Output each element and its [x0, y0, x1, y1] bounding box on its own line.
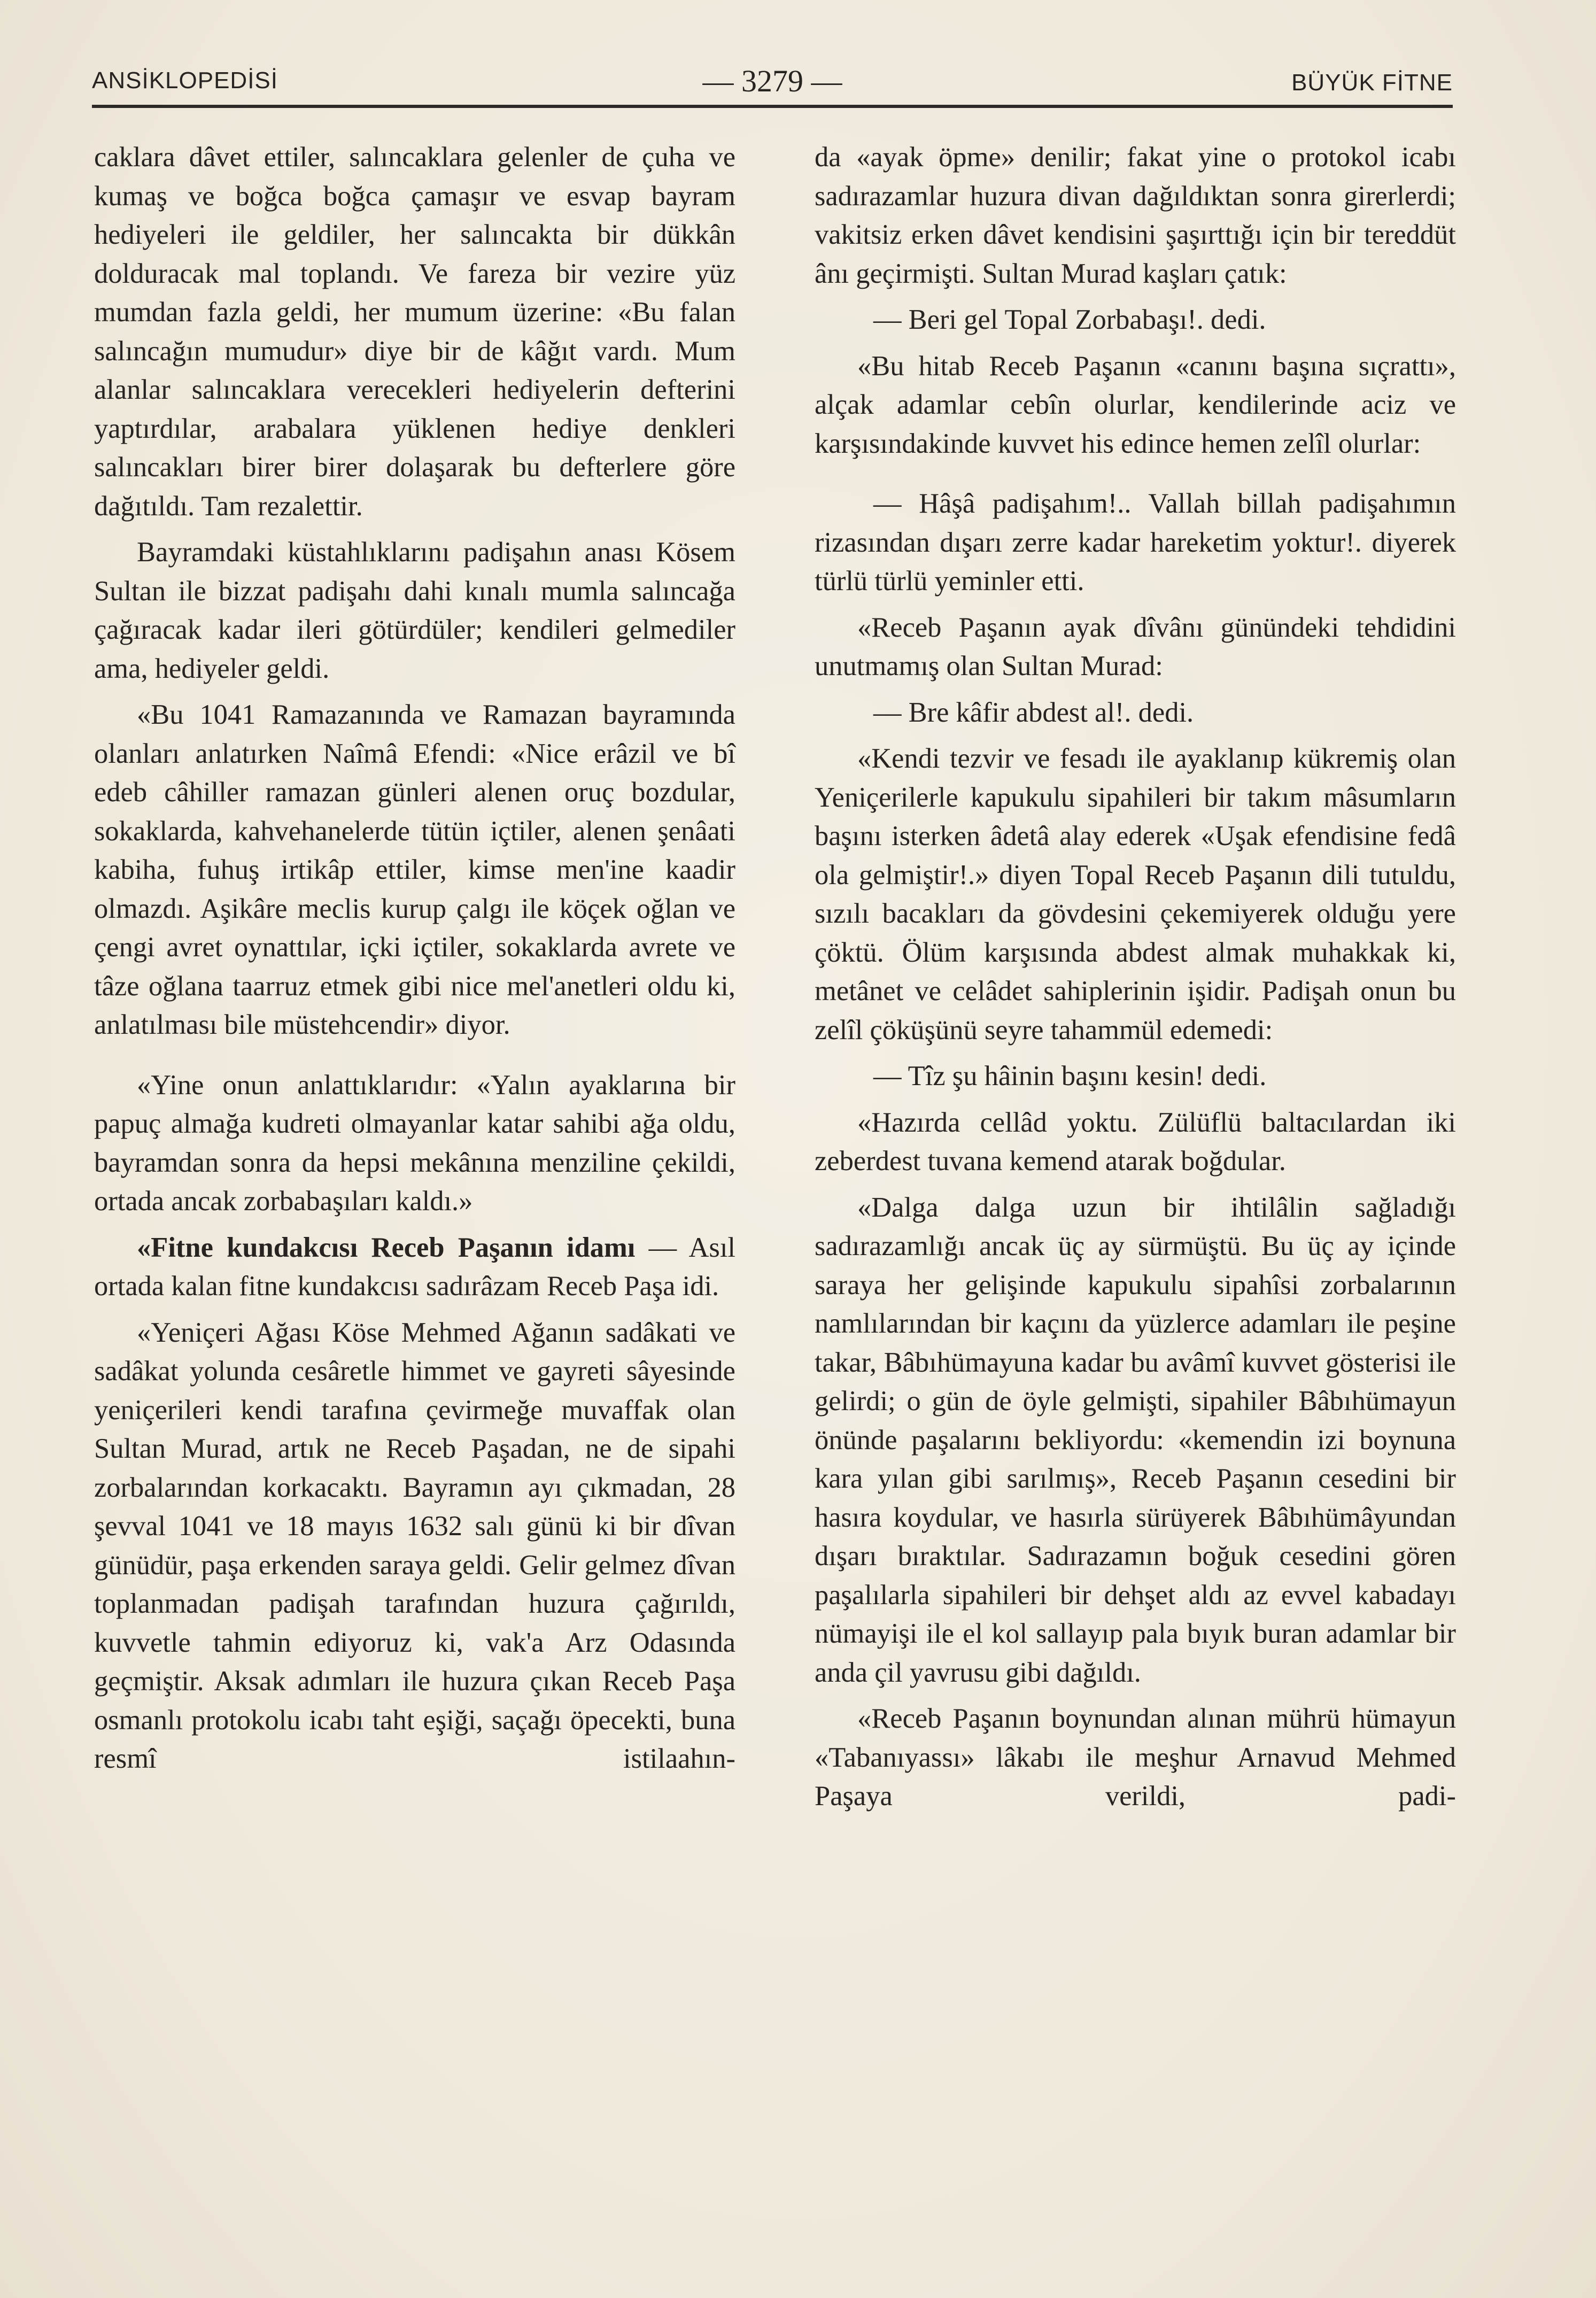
paragraph: «Receb Paşanın boynundan alınan mührü hümayun «Tabanıyassı» lâkabı ile meşhur Arnavud Mehmed Paşaya verildi, padi- [815, 1703, 1456, 1812]
paragraph: da «ayak öpme» denilir; fakat yine o protokol icabı sadırazamlar huzura divan dağıldıktan sonra girerlerdi; vakitsiz erken dâvet kendisini şaşırttığı için bir tereddüt ânı geçirmişti. Sultan Murad kaşları çatık: [815, 142, 1456, 289]
left-column [94, 138, 735, 1786]
header-left-title: ANSİKLOPEDİSİ [92, 67, 278, 94]
paragraph: «Yeniçeri Ağası Köse Mehmed Ağanın sadâkati ve sadâkat yolunda cesâretle himmet ve gayreti sâyesinde yeniçerileri kendi tarafına çevirmeğe muvaffak olan Sultan Murad, artık ne Receb Paşadan, ne de sipahi zorbalarından korkacaktı. Bayramın ayı çıkmadan, 28 şevval 1041 ve 18 mayıs 1632 salı günü ki bir dîvan günüdür, paşa erkenden saraya geldi. Gelir gelmez dîvan toplanmadan padişah tarafından huzura çağırıldı, kuvvetle tahmin ediyoruz ki, vak'a Arz Odasında geçmiştir. Aksak adımları ile huzura çıkan Receb Paşa osmanlı protokolu icabı taht eşiği, saçağı öpecekti, buna resmî istilaahın- [94, 1317, 735, 1774]
paragraph: «Receb Paşanın ayak dîvânı günündeki tehdidini unutmamış olan Sultan Murad: [815, 612, 1456, 682]
section-heading: «Fitne kundakcısı Receb Paşanın idamı [137, 1232, 636, 1263]
paragraph: «Yine onun anlattıklarıdır: «Yalın ayaklarına bir papuç almağa kudreti olmayanlar katar sahibi ağa oldu, bayramdan sonra da hepsi mekânına menziline çekildi, ortada ancak zorbabaşıları kaldı.» [94, 1069, 735, 1217]
running-header [92, 63, 1453, 100]
section-heading-continuation: — Asıl ortada kalan fitne kundakcısı sadırâzam Receb Paşa idi. [94, 1232, 736, 1302]
dialogue-line: — Hâşâ padişahım!.. Vallah billah padişahımın rizasından dışarı zerre kadar hareketim yoktur!. diyerek türlü türlü yeminler etti. [815, 488, 1456, 597]
paragraph: «Bu hitab Receb Paşanın «canını başına sıçrattı», alçak adamlar cebîn olurlar, kendilerinde aciz ve karşısındakinde kuvvet his edince hemen zelîl olurlar: [815, 350, 1456, 459]
section-paragraph [94, 1228, 735, 1306]
paragraph: «Dalga dalga uzun bir ihtilâlin sağladığı sadırazamlığı ancak üç ay sürmüştü. Bu üç ay içinde saraya her gelişinde kapukulu sipahîsi zorbalarının namlılarından bir kaçını da yüzlerce adamları ile peşine takar, Bâbıhümayuna kadar bu avâmî kuvvet gösterisi ile gelirdi; o gün de öyle gelmişti, sipahiler Bâbıhümayun önünde paşalarını bekliyordu: «kemendin izi boynuna kara yılan gibi sarılmış», Receb Paşanın cesedini bir hasıra koydular, ve hasırla sürüyerek Bâbıhümâyundan dışarı bıraktılar. Sadırazamın boğuk cesedini gören paşalılarla sipahileri bir dehşet aldı az evvel kabadayı nümayişi ile el kol sallayıp pala bıyık buran adamlar bir anda çil yavrusu gibi dağıldı. [815, 1191, 1456, 1688]
header-right-title: BÜYÜK FİTNE [1291, 69, 1453, 96]
paragraph: caklara dâvet ettiler, salıncaklara gelenler de çuha ve kumaş ve boğca boğca çamaşır ve esvap bayram hediyeleri ile geldiler, her salıncakta bir dükkân dolduracak mal toplandı. Ve fareza bir vezire yüz mumdan fazla geldi, her mumum üzerine: «Bu falan salıncağın mumudur» diye bir de kâğıt vardı. Mum alanlar salıncaklara verecekleri hediyelerin defterini yaptırdılar, arabalara yüklenen hediye denkleri salıncakları birer birer dolaşarak bu defterlere göre dağıtıldı. Tam rezalettir. [94, 142, 735, 522]
dialogue-line: — Beri gel Topal Zorbabaşı!. dedi. [873, 304, 1266, 335]
paragraph: «Bu 1041 Ramazanında ve Ramazan bayramında olanları anlatırken Naîmâ Efendi: «Nice erâzil ve bî edeb câhiller ramazan günleri alenen oruç bozdular, sokaklarda, kahvehanelerde tütün içtiler, alenen şenâati kabiha, fuhuş irtikâp ettiler, kimse men'ine kaadir olmazdı. Aşikâre meclis kurup çalgı ile köçek oğlan ve çengi avret oynattılar, içki içtiler, sokaklarda avrete ve tâze oğlana taarruz etmek gibi nice mel'anetleri oldu ki, anlatılması bile müstehcendir» diyor. [94, 699, 735, 1040]
header-rule [92, 105, 1453, 108]
right-column [815, 138, 1456, 1823]
paragraph: «Kendi tezvir ve fesadı ile ayaklanıp kükremiş olan Yeniçerilerle kapukulu sipahileri bir takım mâsumların başını isterken âdetâ alay ederek «Uşak efendisine fedâ ola gelmiştir!.» diyen Topal Receb Paşanın dili tutuldu, sızılı bacakları da gövdesini çekemiyerek olduğu yere çöktü. Ölüm karşısında abdest almak muhakkak ki, metânet ve celâdet sahiplerinin işidir. Padişah onun bu zelîl çöküşünü seyre tahammül edemedi: [815, 743, 1456, 1046]
dialogue-line: — Tîz şu hâinin başını kesin! dedi. [873, 1061, 1267, 1092]
dialogue-line: — Bre kâfir abdest al!. dedi. [873, 697, 1194, 728]
page-number: — 3279 — [702, 64, 842, 98]
paragraph: «Hazırda cellâd yoktu. Zülüflü baltacılardan iki zeberdest tuvana kemend atarak boğdular. [815, 1107, 1456, 1177]
paragraph: Bayramdaki küstahlıklarını padişahın anası Kösem Sultan ile bizzat padişahı dahi kınalı mumla salıncağa çağıracak kadar ileri götürdüler; kendileri gelmediler ama, hediyeler geldi. [94, 537, 735, 684]
